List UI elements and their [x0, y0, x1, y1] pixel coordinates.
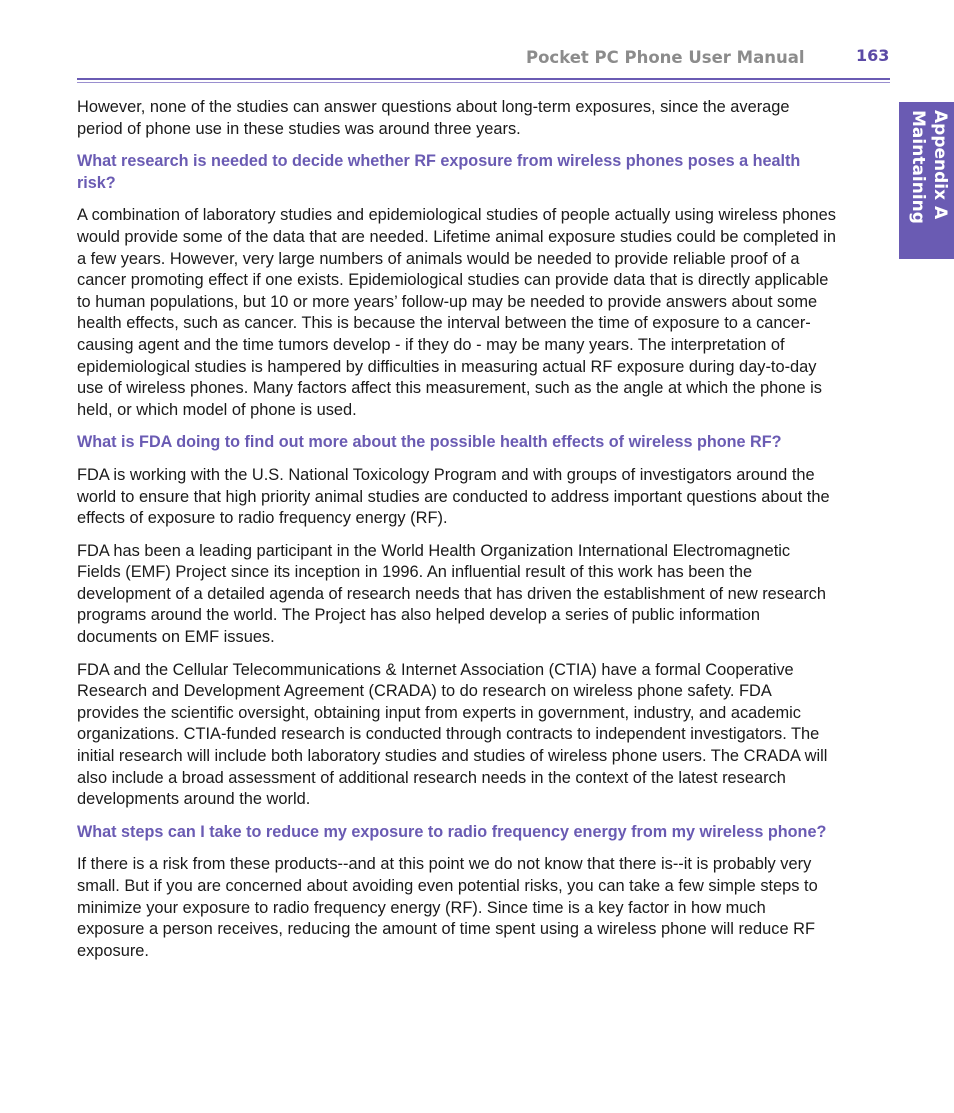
paragraph-fda-ctia-crada: FDA and the Cellular Telecommunications & Internet Association (CTIA) have a formal Cooperative Research and Development Agreement (CRADA) to do research on wireless phone safety. FDA provides the scientific oversight, obtaining input from experts in government, industry, and academic organizations. CTIA-funded research is conducted through contracts to independent investigators. The initial research will include both laboratory studies and studies of wireless phone users. The CRADA will also include a broad assessment of additional research needs in the context of the latest research developments around the world.: [77, 660, 828, 809]
paragraph-fda-ntp: FDA is working with the U.S. National Toxicology Program and with groups of investigators around the world to ensure that high priority animal studies are conducted to address important questions about the effects of exposure to radio frequency energy (RF).: [77, 465, 830, 528]
paragraph-research-combination: A combination of laboratory studies and epidemiological studies of people actually using wireless phones would provide some of the data that are needed. Lifetime animal exposure studies could be completed in a few years. However, very large numbers of animals would be needed to provide reliable proof of a cancer promoting effect if one exists. Epidemiological studies can provide data that is directly applicable to human populations, but 10 or more years’ follow-up may be needed to provide answers about some health effects, such as cancer. This is because the interval between the time of exposure to a cancer-causing agent and the time tumors develop - if they do - may be many years. The interpretation of epidemiological studies is hampered by difficulties in measuring actual RF exposure during day-to-day use of wireless phones. Many factors affect this measurement, such as the angle at which the phone is held, or which model of phone is used.: [77, 206, 836, 419]
question-research-needed: What research is needed to decide whether RF exposure from wireless phones poses a health risk?: [77, 152, 801, 192]
side-tab-label: [907, 110, 951, 224]
page-body: [77, 97, 837, 973]
header-rule: [77, 78, 890, 80]
question-reduce-exposure: What steps can I take to reduce my exposure to radio frequency energy from my wireless phone?: [77, 822, 827, 841]
side-tab-line-maintaining: Maintaining: [908, 110, 928, 224]
manual-title: Pocket PC Phone User Manual: [526, 48, 805, 67]
page-number: 163: [856, 46, 890, 65]
appendix-side-tab: [899, 102, 954, 259]
paragraph-reduce-exposure: If there is a risk from these products--and at this point we do not know that there is--it is probably very small. But if you are concerned about avoiding even potential risks, you can take a few simple steps to minimize your exposure to radio frequency energy (RF). Since time is a key factor in how much exposure a person receives, reducing the amount of time spent using a wireless phone will reduce RF exposure.: [77, 855, 818, 960]
question-fda-doing: What is FDA doing to find out more about the possible health effects of wireless phone RF?: [77, 433, 782, 452]
paragraph-long-term-exposure: However, none of the studies can answer questions about long-term exposures, since the average period of phone use in these studies was around three years.: [77, 98, 790, 138]
side-tab-line-appendix: Appendix A: [930, 110, 950, 220]
header-rule-thin: [77, 82, 890, 83]
paragraph-fda-who-emf: FDA has been a leading participant in the World Health Organization International Electromagnetic Fields (EMF) Project since its inception in 1996. An influential result of this work has been the development of a detailed agenda of research needs that has driven the establishment of new research programs around the world. The Project has also helped develop a series of public information documents on EMF issues.: [77, 541, 826, 647]
